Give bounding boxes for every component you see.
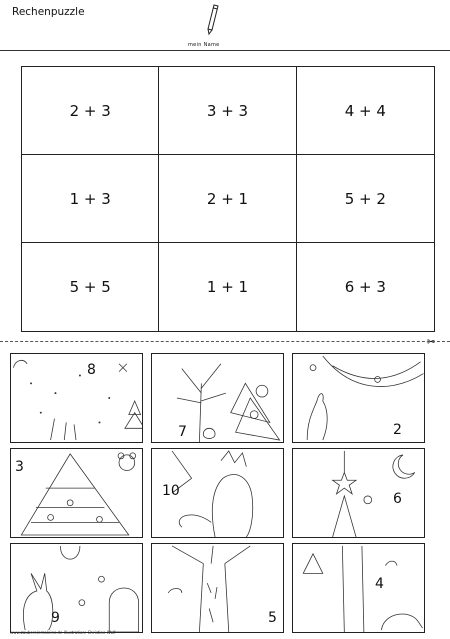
task-cell: 5 + 2 <box>297 155 434 243</box>
piece-number: 8 <box>87 362 96 378</box>
piece-number: 5 <box>268 610 277 626</box>
puzzle-piece[interactable] <box>10 543 143 633</box>
task-cell: 1 + 3 <box>22 155 159 243</box>
task-cell: 2 + 1 <box>159 155 296 243</box>
piece-number: 2 <box>393 422 402 438</box>
puzzle-piece[interactable] <box>292 353 425 443</box>
christmas-tree-bear-illustration <box>11 449 142 537</box>
puzzle-piece[interactable] <box>151 448 284 538</box>
trunk-hedgehog-illustration <box>293 544 424 632</box>
task-cell: 4 + 4 <box>297 67 434 155</box>
task-cell: 3 + 3 <box>159 67 296 155</box>
task-grid <box>21 66 435 332</box>
bare-tree-illustration <box>152 354 283 442</box>
piece-number: 4 <box>375 576 384 592</box>
footer-credit: www.zaubereinmaleins.de Illustration: Christine Wolf <box>10 630 116 635</box>
puzzle-piece[interactable] <box>292 448 425 538</box>
puzzle-piece[interactable] <box>292 543 425 633</box>
task-cell: 1 + 1 <box>159 243 296 331</box>
piece-number: 10 <box>162 483 180 499</box>
puzzle-piece[interactable] <box>151 353 284 443</box>
name-line <box>0 50 450 51</box>
cut-line <box>0 341 450 342</box>
task-cell: 5 + 5 <box>22 243 159 331</box>
puzzle-piece[interactable] <box>151 543 284 633</box>
piece-number: 6 <box>393 491 402 507</box>
task-cell: 2 + 3 <box>22 67 159 155</box>
fir-branch-rabbit-illustration <box>293 354 424 442</box>
puzzle-piece[interactable] <box>10 448 143 538</box>
snowy-scene-illustration <box>11 354 142 442</box>
moon-star-illustration <box>293 449 424 537</box>
scissors-icon: ✂ <box>427 337 436 348</box>
puzzle-piece[interactable] <box>10 353 143 443</box>
rabbit-bear-mice-illustration <box>11 544 142 632</box>
pencil-icon <box>206 4 220 36</box>
piece-number: 9 <box>51 610 60 626</box>
worksheet-title: Rechenpuzzle <box>12 6 85 18</box>
piece-number: 7 <box>178 424 187 440</box>
task-cell: 6 + 3 <box>344 278 386 296</box>
name-caption: mein Name <box>188 42 220 48</box>
piece-number: 3 <box>15 459 24 475</box>
tree-trunk-illustration <box>152 544 283 632</box>
